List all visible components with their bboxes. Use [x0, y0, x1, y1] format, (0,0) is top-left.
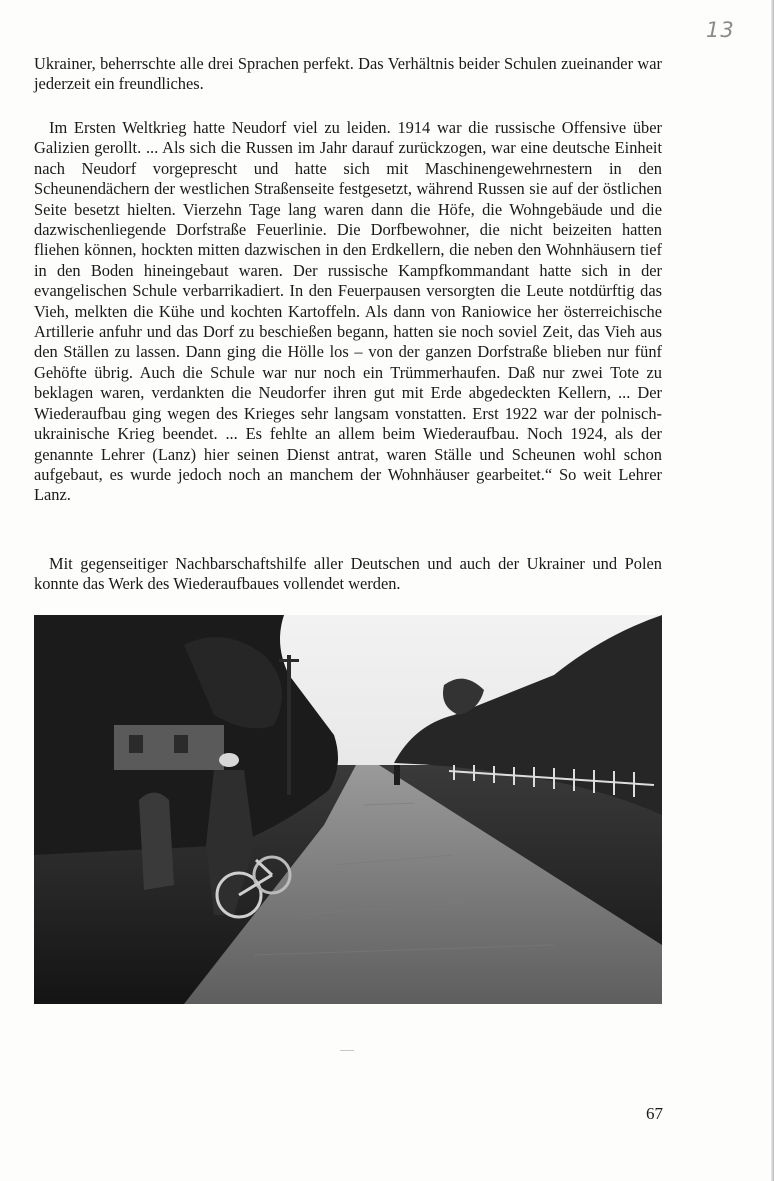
photo-image — [34, 615, 662, 1004]
paragraph-1: Ukrainer, beherrschte alle drei Sprachen perfekt. Das Verhältnis beider Schulen zueinander war jederzeit ein freundliches. — [34, 54, 662, 94]
page-number: 67 — [646, 1104, 663, 1123]
scan-speck — [340, 1050, 354, 1051]
photo-distant-figure — [394, 765, 400, 785]
handwritten-page-mark: 13 — [706, 18, 735, 42]
village-road-photo — [34, 615, 662, 1004]
paragraph-3: Mit gegenseitiger Nachbarschaftshilfe aller Deutschen und auch der Ukrainer und Polen konnte das Werk des Wiederaufbaues vollendet werden. — [34, 554, 662, 594]
photo-telegraph-pole — [287, 655, 291, 795]
paragraph-2: Im Ersten Weltkrieg hatte Neudorf viel zu leiden. 1914 war die russische Offensive über Galizien gerollt. ... Als sich die Russen im Jahr darauf zurückzogen, war eine deutsche Einheit nach Neudorf vorgeprescht und hatte sich mit Maschinengewehrnestern in den Scheunendächern der westlichen Straßenseite festgesetzt, während Russen sie auf der östlichen Seite besetzt hielten. Vierzehn Tage lang waren dann die Höfe, die Wohngebäude und die dazwischenliegende Dorfstraße Feuerlinie. Die Dorfbewohner, die nicht beizeiten hatten fliehen können, hockten mitten dazwischen in den Erdkellern, die neben den Wohnhäusern tief in den Boden hineingebaut waren. Der russische Kampfkommandant hatte sich in der evangelischen Schule verbarrikadiert. In den Feuerpausen versorgten die Leute notdürftig das Vieh, melkten die Kühe und kochten Kartoffeln. Als dann von Raniowice her österreichische Artillerie anfuhr und das Dorf zu beschießen begann, hatten sie noch soviel Zeit, das Vieh aus den Ställen zu lassen. Dann ging die Hölle los – von der ganzen Dorfstraße blieben nur fünf Gehöfte übrig. Auch die Schule war nur noch ein Trümmerhaufen. Daß nur zwei Tote zu beklagen waren, verdankten die Neudorfer ihren gut mit Erde abgedeckten Kellern, ... Der Wiederaufbau ging wegen des Krieges sehr langsam vonstatten. Erst 1922 war der polnisch-ukrainische Krieg beendet. ... Es fehlte an allem beim Wiederaufbau. Noch 1924, als der genannte Lehrer (Lanz) hier seinen Dienst antrat, waren Ställe und Scheunen wohl schon aufgebaut, es wurde jedoch noch an manchem der Wohnhäuser gearbeitet.“ So weit Lehrer Lanz. — [34, 118, 662, 505]
